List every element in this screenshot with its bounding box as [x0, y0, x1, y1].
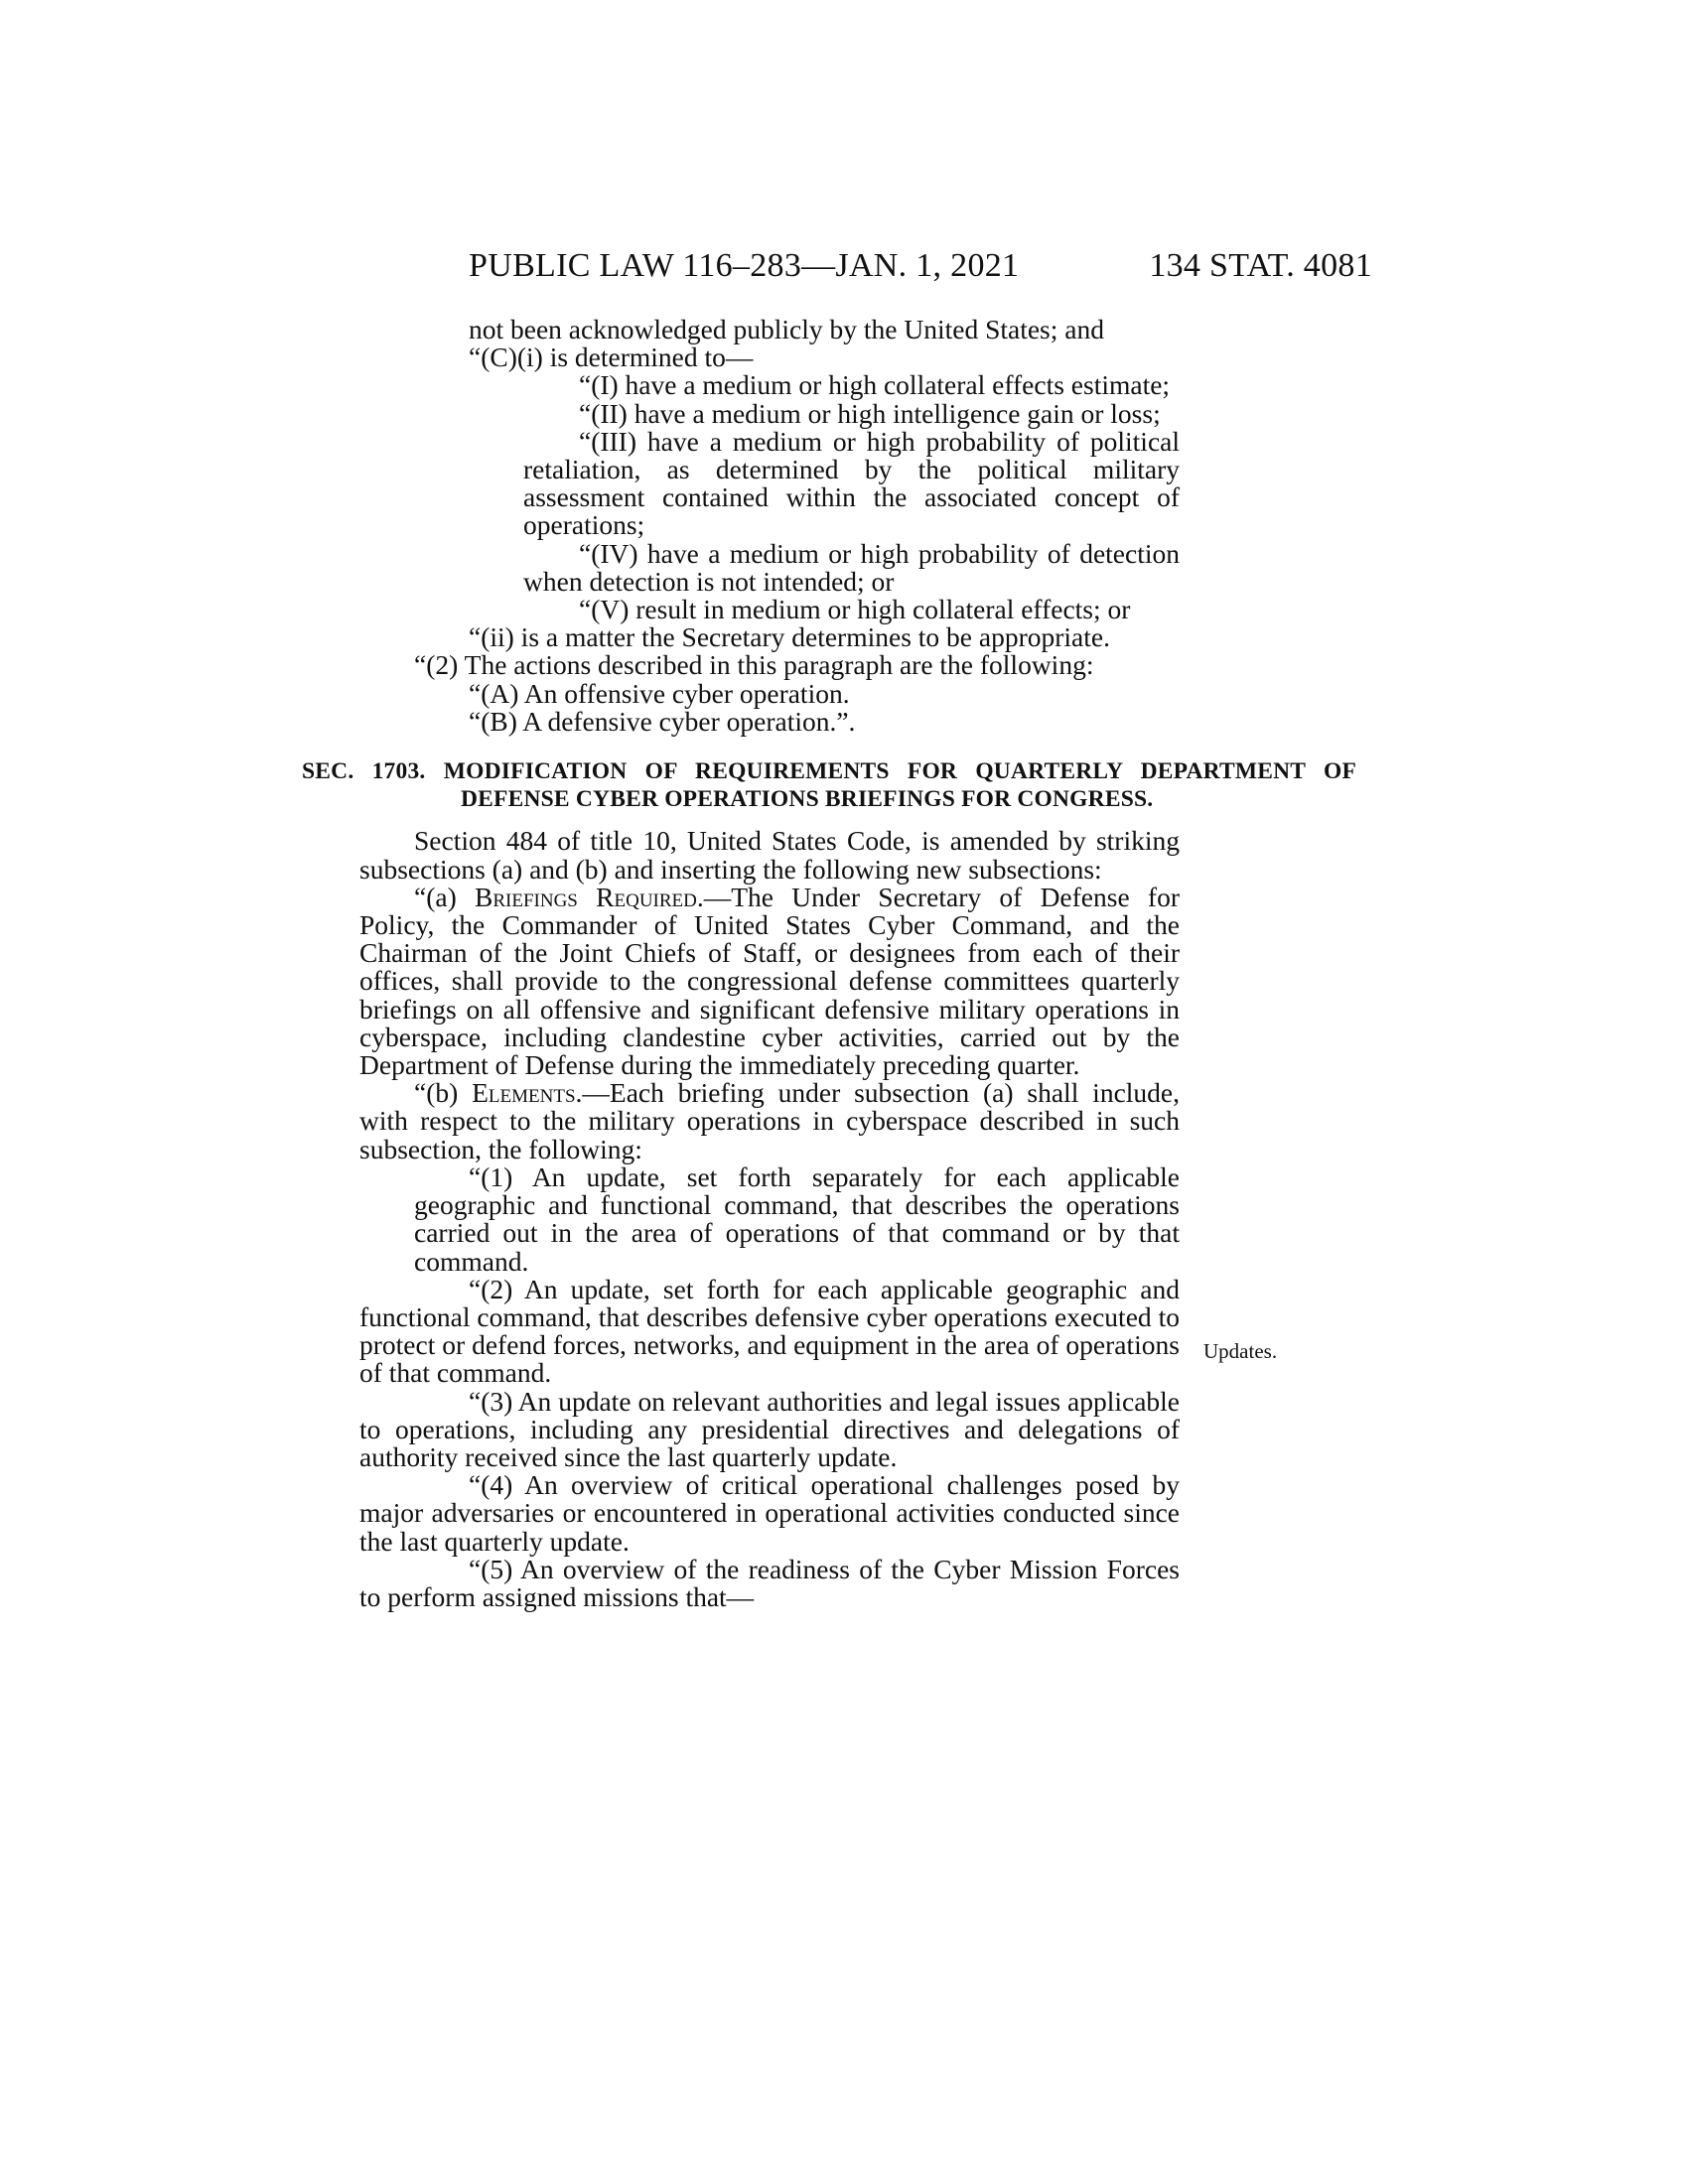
subsection-b-text: .—Each briefing under subsection (a) shall include, with respect to the military operations in cyberspace described in such subsection, the following: — [359, 1077, 1180, 1164]
subsection-a-prefix: “(a) — [414, 881, 476, 912]
margin-note: Updates. — [1203, 1339, 1278, 1363]
subsection-a — [359, 881, 1180, 1081]
element-item-2: “(2) An update, set forth for each applicable geographic and functional command, that describes defensive cyber operations executed to protect or defend forces, networks, and equipment in the area of operations of that command. — [359, 1273, 1180, 1389]
running-head — [469, 246, 1372, 286]
paragraph-2-text: “(2) The actions described in this paragraph are the following: — [414, 649, 1094, 681]
subclause-III: “(III) have a medium or high probability of political retaliation, as determined by the political military assessment contained within the associated concept of operations; — [523, 425, 1180, 541]
subsection-a-label: Briefings Required — [475, 881, 697, 912]
subsection-b — [359, 1079, 1180, 1163]
subclause-V: “(V) result in medium or high collateral effects; or — [579, 594, 1131, 625]
clause-ii: “(ii) is a matter the Secretary determines to be appropriate. — [469, 621, 1110, 653]
subsection-b-label: Elements — [472, 1077, 576, 1109]
section-number: SEC. 1703. — [302, 758, 426, 785]
subparagraph-B: “(B) A defensive cyber operation.”. — [469, 705, 856, 737]
section-title: MODIFICATION OF REQUIREMENTS FOR QUARTERLY DEPARTMENT OF DEFENSE CYBER OPERATIONS BRIEFINGS FOR CONGRESS. — [443, 758, 1356, 813]
subclause-IV: “(IV) have a medium or high probability of detection when detection is not intended; or — [523, 537, 1180, 597]
subclause-I: “(I) have a medium or high collateral effects estimate; — [579, 369, 1171, 401]
section-heading — [302, 757, 1356, 813]
subclause-II: “(II) have a medium or high intelligence gain or loss; — [579, 397, 1161, 429]
document-body — [302, 314, 1356, 1612]
element-item-1: “(1) An update, set forth separately for each applicable geographic and functional command, that describes the operations carried out in the area of operations of that command or by that command. — [414, 1160, 1180, 1277]
paragraph-2 — [340, 651, 1180, 679]
continuation-text: not been acknowledged publicly by the United States; and — [469, 314, 1104, 344]
running-head-title: PUBLIC LAW 116–283—JAN. 1, 2021 — [469, 247, 1020, 284]
section-intro: Section 484 of title 10, United States Code, is amended by striking subsections (a) and (b) and inserting the following new subsections: — [359, 825, 1180, 885]
statute-page-number: 134 STAT. 4081 — [1149, 247, 1372, 284]
element-item-5: “(5) An overview of the readiness of the Cyber Mission Forces to perform assigned missions that— — [359, 1553, 1180, 1612]
subparagraph-A: “(A) An offensive cyber operation. — [469, 677, 850, 709]
element-item-3: “(3) An update on relevant authorities and legal issues applicable to operations, including any presidential directives and delegations of authority received since the last quarterly update. — [359, 1385, 1180, 1472]
clause-c-i: “(C)(i) is determined to— — [469, 341, 754, 373]
subsection-a-text: .—The Under Secretary of Defense for Policy, the Commander of United States Cyber Command, and the Chairman of the Joint Chiefs of Staff, or designees from each of their offices, shall provide to the congressional defense committees quarterly briefings on all offensive and significant defensive military operations in cyberspace, including clandestine cyber activities, carried out by the Department of Defense during the immediately preceding quarter. — [359, 881, 1180, 1081]
subsection-b-prefix: “(b) — [414, 1077, 473, 1109]
element-item-4: “(4) An overview of critical operational challenges posed by major adversaries or encountered in operational activities conducted since the last quarterly update. — [359, 1469, 1180, 1557]
